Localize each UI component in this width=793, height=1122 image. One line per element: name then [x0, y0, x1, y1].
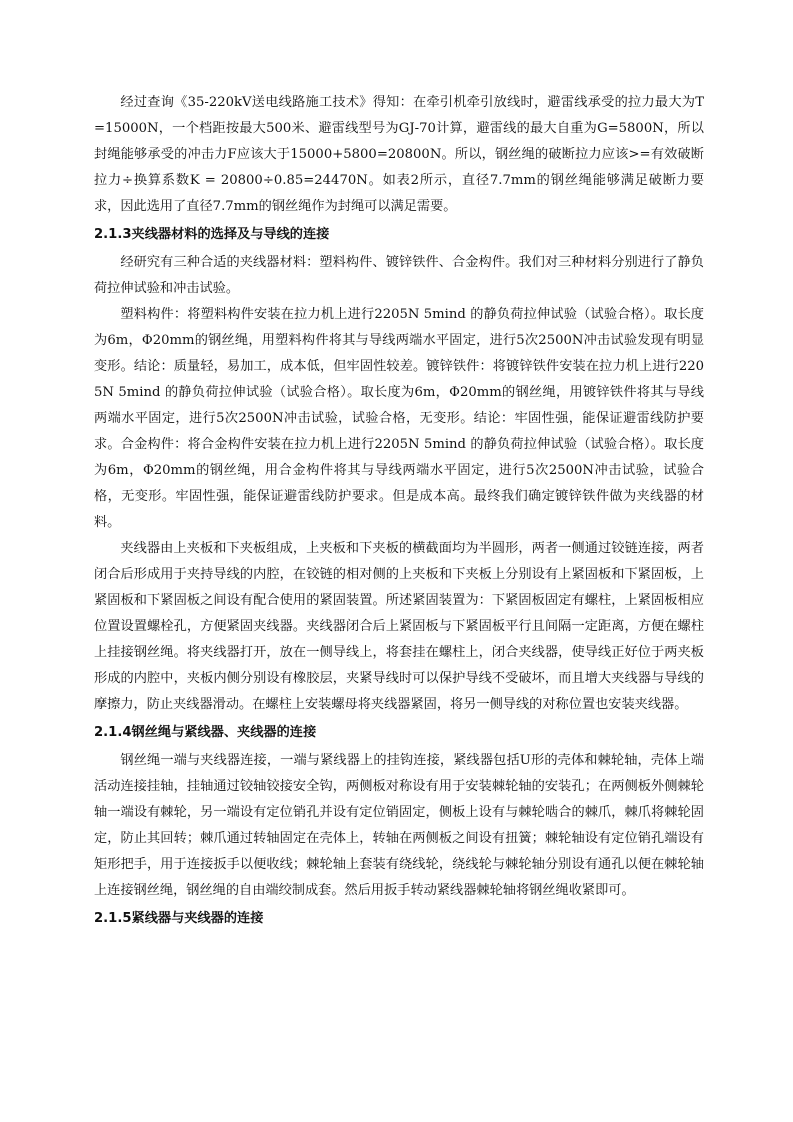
section-heading-2-1-4: 2.1.4钢丝绳与紧线器、夹线器的连接 [94, 725, 317, 740]
paragraph-tensioner-connection: 钢丝绳一端与夹线器连接，一端与紧线器上的挂钩连接，紧线器包括U形的壳体和棘轮轴，壳体上端活动连接挂轴，挂轴通过铰轴铰接安全钩，两侧板对称设有用于安装棘轮轴的安装孔；在两侧板外侧棘轮轴一端设有棘轮，另一端设有定位销孔并设有定位销固定，侧板上设有与棘轮啮合的棘爪，棘爪将棘轮固定，防止其回转；棘爪通过转轴固定在壳体上，转轴在两侧板之间设有扭簧；棘轮轴设有定位销孔端设有矩形把手，用于连接扳手以便收线；棘轮轴上套装有绕线轮，绕线轮与棘轮轴分别设有通孔以便在棘轮轴上连接钢丝绳，钢丝绳的自由端绞制成套。然后用扳手转动紧线器棘轮轴将钢丝绳收紧即可。 [94, 753, 704, 898]
document-page [94, 90, 704, 934]
paragraph-material-tests: 塑料构件：将塑料构件安装在拉力机上进行2205N 5mind 的静负荷拉伸试验（试验合格）。取长度为6m，Φ20mm的钢丝绳，用塑料构件将其与导线两端水平固定，进行5次2500N冲击试验发现有明显变形。结论：质量轻，易加工，成本低，但牢固性较差。镀锌铁件：将镀锌铁件安装在拉力机上进行2205N 5mind 的静负荷拉伸试验（试验合格）。取长度为6m，Φ20mm的钢丝绳，用镀锌铁件将其与导线两端水平固定，进行5次2500N冲击试验，试验合格，无变形。结论：牢固性强，能保证避雷线防护要求。合金构件：将合金构件安装在拉力机上进行2205N 5mind 的静负荷拉伸试验（试验合格）。取长度为6m，Φ20mm的钢丝绳，用合金构件将其与导线两端水平固定，进行5次2500N冲击试验，试验合格，无变形。牢固性强，能保证避雷线防护要求。但是成本高。最终我们确定镀锌铁件做为夹线器的材料。 [94, 307, 704, 530]
section-heading-2-1-3: 2.1.3夹线器材料的选择及与导线的连接 [94, 227, 330, 242]
paragraph-wire-tension: 经过查询《35-220kV送电线路施工技术》得知：在牵引机牵引放线时，避雷线承受的拉力最大为T=15000N，一个档距按最大500米、避雷线型号为GJ-70计算，避雷线的最大自重为G=5800N，所以封绳能够承受的冲击力F应该大于15000+5800=20800N。所以，钢丝绳的破断拉力应该>=有效破断拉力÷换算系数K = 20800÷0.85=24470N。如表2所示，直径7.7mm的钢丝绳能够满足破断力要求，因此选用了直径7.7mm的钢丝绳作为封绳可以满足需要。 [94, 95, 704, 214]
paragraph-clamp-structure: 夹线器由上夹板和下夹板组成，上夹板和下夹板的横截面均为半圆形，两者一侧通过铰链连接，两者闭合后形成用于夹持导线的内腔，在铰链的相对侧的上夹板和下夹板上分别设有上紧固板和下紧固板，上紧固板和下紧固板之间设有配合使用的紧固装置。所述紧固装置为：下紧固板固定有螺柱，上紧固板相应位置设置螺栓孔，方便紧固夹线器。夹线器闭合后上紧固板与下紧固板平行且间隔一定距离，方便在螺柱上挂接钢丝绳。将夹线器打开，放在一侧导线上，将套挂在螺柱上，闭合夹线器，使导线正好位于两夹板形成的内腔中，夹板内侧分别设有橡胶层，夹紧导线时可以保护导线不受破坏，而且增大夹线器与导线的摩擦力，防止夹线器滑动。在螺柱上安装螺母将夹线器紧固，将另一侧导线的对称位置也安装夹线器。 [94, 541, 704, 712]
paragraph-clamp-materials: 经研究有三种合适的夹线器材料：塑料构件、镀锌铁件、合金构件。我们对三种材料分别进行了静负荷拉伸试验和冲击试验。 [94, 255, 704, 296]
section-heading-2-1-5: 2.1.5紧线器与夹线器的连接 [94, 911, 264, 926]
